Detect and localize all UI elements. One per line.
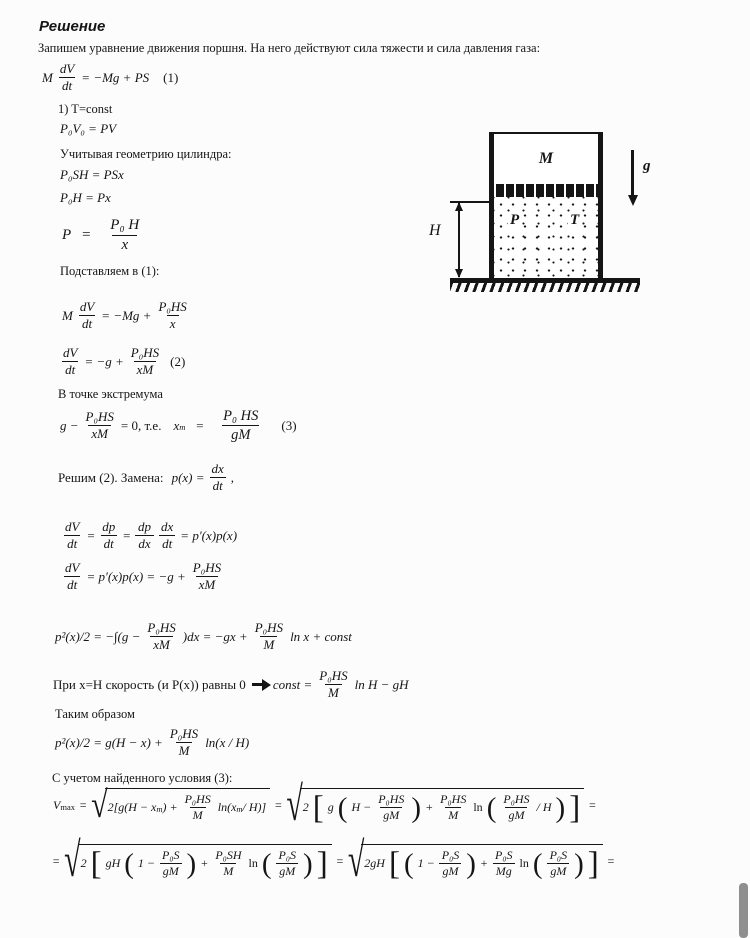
gas-region — [494, 197, 598, 278]
denominator: M — [176, 742, 193, 759]
text-geometry-note: Учитывая геометрию цилиндра: — [60, 147, 232, 161]
numerator: P₀S — [549, 848, 568, 862]
text-case-isothermal: 1) T=const — [58, 102, 113, 116]
fraction — [500, 792, 532, 823]
denominator: gM — [160, 863, 182, 879]
piston-seal — [494, 184, 598, 197]
scrollbar-thumb[interactable] — [739, 883, 748, 938]
math-token: ) + — [162, 800, 178, 814]
denominator: dt — [210, 477, 226, 494]
denominator: xM — [196, 576, 219, 593]
numerator: dV — [79, 299, 95, 314]
denominator: dt — [59, 77, 75, 94]
numerator: P₀S — [441, 848, 460, 862]
math-token: ln H − gH — [354, 676, 409, 692]
formula-isotherm — [60, 121, 116, 137]
math-token: + — [479, 856, 489, 870]
math-token: const = — [272, 676, 313, 692]
sqrt-body — [105, 788, 271, 823]
math-token: = — [122, 527, 132, 543]
numerator: dx — [211, 461, 224, 476]
formula-final — [52, 833, 615, 887]
arrow-right-icon — [252, 683, 263, 686]
math-token: P₀V₀ = PV — [60, 121, 117, 136]
subscript: m — [179, 421, 186, 432]
formula-geom2 — [60, 190, 111, 206]
denominator: dt — [101, 535, 117, 552]
fraction — [99, 519, 118, 553]
math-token: = — [81, 226, 92, 243]
numerator: P₀HS — [147, 620, 176, 635]
fraction — [316, 668, 350, 702]
math-token: P — [62, 226, 72, 243]
numerator: P₀HS — [184, 792, 211, 806]
gravity-label: g — [643, 158, 651, 174]
numerator: dx — [161, 519, 174, 534]
intro-text: Запишем уравнение движения поршня. На него действуют сила тяжести и сила давления газа: — [38, 41, 541, 55]
denominator: Mg — [493, 863, 515, 879]
sqrt-body: 2 [ g ( H − $\frac{\text{P₀HS}}{gM}$ ) + $\frac{\text{P₀HS}}{M}$ ln ( $\frac{\text{P₀HS}}{gM}$ / H ) ] — [300, 788, 584, 823]
fraction — [77, 299, 97, 333]
numerator: P₀SH — [215, 848, 242, 862]
math-token: ln — [248, 856, 258, 870]
math-token: = p′(x)p(x) — [180, 527, 238, 543]
numerator: P₀HS — [130, 345, 160, 360]
formula-energy — [55, 726, 249, 760]
denominator: dt — [64, 535, 80, 552]
fraction — [128, 345, 162, 379]
math-token: P₀H = Px — [60, 190, 111, 205]
denominator: xM — [88, 425, 111, 442]
fraction — [492, 848, 516, 879]
formula-eq3 — [60, 407, 297, 444]
math-token: / H)] — [242, 800, 267, 814]
numerator: dp — [138, 519, 152, 534]
radical-icon: √ — [347, 833, 365, 887]
square-root — [64, 833, 332, 887]
equation-tag: (2) — [170, 353, 186, 369]
numerator: dp — [102, 519, 116, 534]
radical-icon: √ — [91, 783, 108, 826]
math-token: = — [195, 417, 205, 433]
fraction — [190, 560, 224, 594]
denominator: gM — [505, 807, 527, 823]
math-token: = — [52, 854, 61, 868]
fraction — [155, 299, 189, 333]
sqrt-body: 2 [ gH ( 1 − $\frac{\text{P₀S}}{gM}$ ) + $\frac{\text{P₀SH}}{M}$ ln ( $\frac{\text{P₀S}}{gM}$ ) ] — [78, 844, 332, 879]
math-token: При x=H скорость (и P(x)) равны 0 — [53, 676, 246, 692]
math-token: 1 − — [137, 856, 156, 870]
math-token: )dx = −gx + — [182, 628, 248, 644]
fraction — [439, 848, 463, 879]
cylinder-diagram — [425, 118, 725, 318]
math-token: 1 − — [417, 856, 435, 870]
fraction — [276, 848, 300, 879]
cylinder-outline — [489, 132, 603, 278]
formula-chain-rule — [62, 519, 237, 553]
numerator: P₀HS — [85, 408, 114, 424]
fraction — [375, 792, 407, 823]
fraction — [214, 407, 267, 444]
denominator: M — [260, 636, 277, 653]
mass-label: M — [538, 150, 554, 167]
numerator: P₀HS — [158, 299, 187, 314]
subscript: m — [236, 804, 243, 814]
math-token — [53, 798, 75, 813]
fraction — [182, 792, 214, 823]
math-token: = — [86, 527, 96, 543]
denominator: M — [325, 684, 342, 701]
fraction — [158, 519, 176, 553]
denominator: x — [112, 235, 137, 255]
math-token: = p′(x)p(x) = −g + — [86, 568, 186, 584]
math-token: 2 — [302, 800, 309, 814]
fraction — [209, 461, 227, 495]
math-token: ln(x / H) — [205, 734, 250, 750]
formula-eq2 — [60, 345, 185, 379]
text-extremum-note: В точке экстремума — [58, 387, 163, 401]
numerator: P₀ HS — [223, 408, 259, 424]
numerator: dV — [65, 519, 80, 534]
numerator: P₀S — [162, 848, 180, 862]
fraction — [101, 216, 148, 255]
radical-icon: √ — [64, 833, 81, 887]
formula-ode — [62, 560, 224, 594]
math-token: ln — [519, 856, 529, 870]
height-arrowhead-down-icon — [455, 269, 463, 278]
numerator: P₀HS — [192, 560, 222, 575]
math-token: 2gH — [364, 856, 385, 870]
text-substitute-note: Подставляем в (1): — [60, 264, 160, 278]
numerator: dV — [65, 560, 80, 575]
math-token: gH — [105, 856, 121, 870]
fraction — [144, 620, 178, 654]
denominator: gM — [380, 807, 402, 823]
sqrt-body: 2gH [ ( 1 − $\frac{\text{P₀S}}{gM}$ ) + $\frac{\text{P₀S}}{Mg}$ ln ( $\frac{\text{P₀S}}{gM}$ ) ] — [361, 844, 602, 879]
math-token: + — [200, 856, 209, 870]
numerator: dV — [63, 345, 78, 360]
math-token: , — [230, 469, 235, 485]
fraction — [212, 848, 244, 879]
subscript: m — [156, 804, 163, 814]
math-token: = — [588, 798, 597, 812]
math-token — [108, 800, 178, 815]
numerator: P₀S — [495, 848, 513, 862]
numerator: P₀S — [278, 848, 297, 862]
math-token: 2 — [80, 856, 87, 870]
math-token: / H — [536, 800, 552, 814]
math-token: Решим (2). Замена: — [58, 469, 164, 485]
denominator: gM — [222, 425, 259, 444]
height-arrowhead-up-icon — [455, 202, 463, 211]
radical-icon: √ — [286, 777, 303, 831]
math-token: = — [78, 798, 88, 812]
math-token: ln — [473, 800, 483, 814]
denominator: M — [445, 807, 461, 823]
denominator: xM — [134, 361, 157, 378]
fraction — [547, 848, 571, 879]
math-token: P₀SH = PSx — [60, 167, 124, 182]
formula-pressure — [62, 216, 148, 255]
numerator: P₀HS — [254, 620, 284, 635]
subscript: max — [60, 802, 75, 812]
denominator: M — [220, 863, 236, 879]
math-token: + — [425, 800, 434, 814]
denominator: gM — [276, 863, 298, 879]
math-token: = — [606, 854, 615, 868]
denominator: xM — [150, 636, 173, 653]
math-token: = −Mg + — [101, 307, 152, 323]
gravity-arrowhead-icon — [628, 195, 638, 206]
math-token: ln(x — [217, 800, 237, 814]
math-token: = — [335, 854, 344, 868]
formula-geom1 — [60, 167, 124, 183]
fraction — [252, 620, 286, 654]
equation-tag: (1) — [163, 69, 179, 85]
denominator: M — [190, 807, 206, 823]
math-token: p(x) = — [171, 469, 205, 485]
math-token: = 0, т.е. — [120, 417, 162, 433]
numerator: dV — [59, 61, 75, 76]
math-token: p²(x)/2 = −∫(g − — [55, 628, 141, 644]
square-root — [91, 783, 270, 826]
numerator: P₀ H — [110, 217, 140, 233]
fraction — [135, 519, 154, 553]
fraction — [167, 726, 201, 760]
formula-subst1 — [62, 299, 190, 333]
denominator: dt — [79, 315, 95, 332]
fraction — [60, 345, 80, 379]
numerator: P₀HS — [440, 792, 467, 806]
height-arrow-icon — [458, 203, 460, 277]
fraction — [57, 61, 77, 95]
math-token: g — [327, 800, 334, 814]
text-thus-note: Таким образом — [55, 707, 135, 721]
math-token: g − — [60, 417, 79, 433]
denominator: dt — [62, 361, 78, 378]
square-root — [347, 833, 603, 887]
height-label: H — [429, 222, 441, 239]
denominator: dx — [135, 535, 153, 552]
math-token: = — [274, 798, 283, 812]
denominator: x — [167, 315, 179, 332]
math-token: M — [62, 307, 73, 323]
math-token: V — [53, 798, 61, 812]
numerator: P₀HS — [378, 792, 405, 806]
fraction — [62, 519, 82, 553]
denominator: dt — [64, 576, 80, 593]
fraction — [83, 409, 117, 443]
math-token: 2[g(H − x — [107, 800, 157, 814]
piston-mass-block — [494, 134, 598, 184]
math-token: p²(x)/2 = g(H − x) + — [55, 734, 163, 750]
math-token: = −Mg + PS — [81, 69, 150, 85]
math-token: = −g + — [84, 353, 124, 369]
numerator: P₀HS — [169, 726, 199, 741]
gravity-arrow-icon — [631, 150, 634, 195]
text-condition-note: С учетом найденного условия (3): — [52, 771, 233, 785]
equation-tag: (3) — [281, 417, 297, 433]
page-title: Решение — [39, 18, 106, 35]
math-token — [173, 418, 185, 434]
numerator: P₀HS — [503, 792, 530, 806]
formula-substitution — [58, 461, 234, 495]
math-token: H − — [351, 800, 372, 814]
formula-integral — [55, 620, 352, 654]
formula-boundary-condition — [53, 668, 409, 702]
formula-newton — [42, 61, 178, 95]
pressure-label: P — [510, 212, 520, 228]
math-token — [218, 800, 266, 815]
fraction — [437, 792, 469, 823]
denominator: dt — [159, 535, 175, 552]
numerator: P₀HS — [319, 668, 348, 683]
ground-hatch — [450, 283, 640, 292]
math-token: M — [42, 69, 53, 85]
math-token: x — [173, 417, 180, 433]
denominator: gM — [547, 863, 569, 879]
square-root — [286, 777, 584, 831]
fraction — [159, 848, 183, 879]
temperature-label: T — [570, 212, 580, 228]
fraction — [62, 560, 82, 594]
denominator: gM — [439, 863, 461, 879]
math-token: ln x + const — [290, 628, 352, 644]
